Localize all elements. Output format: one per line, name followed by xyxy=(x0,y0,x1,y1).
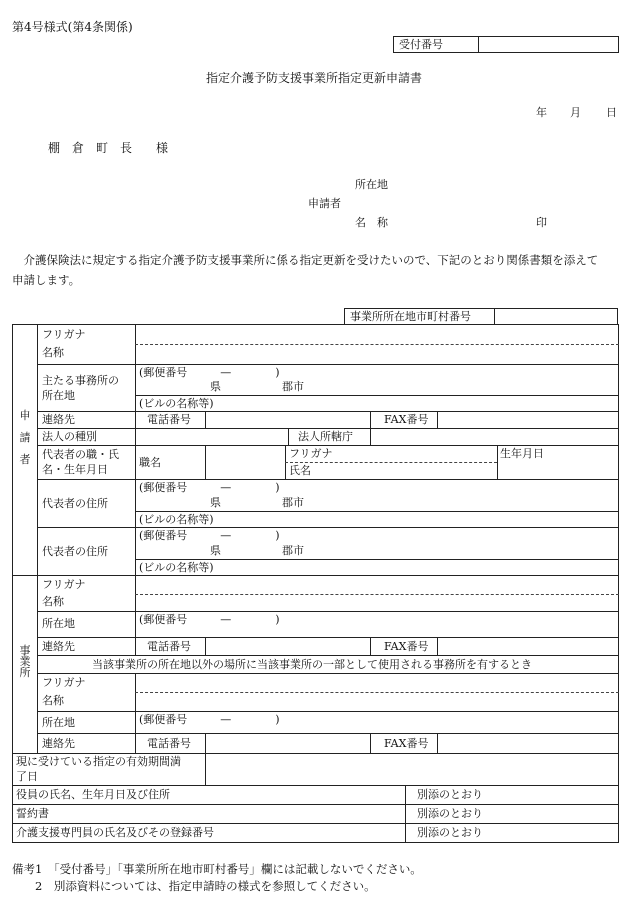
rep-furigana-label: フリガナ xyxy=(289,447,333,460)
office-furigana-field[interactable] xyxy=(138,577,616,593)
intro-text-line2: 申請します。 xyxy=(12,273,81,287)
municipality-code-field[interactable] xyxy=(498,309,614,324)
validity-date-field[interactable] xyxy=(208,755,616,783)
validity-label-1: 現に受けている指定の有効期間満 xyxy=(16,755,181,768)
rep-birthdate-label: 生年月日 xyxy=(500,447,544,460)
satellite-fax-field[interactable] xyxy=(440,735,616,751)
corp-authority-label: 法人所轄庁 xyxy=(298,430,353,443)
applicant-furigana-label: フリガナ xyxy=(42,328,86,341)
main-office-postal: (郵便番号 — ) xyxy=(139,366,280,379)
satellite-name-field[interactable] xyxy=(138,694,616,710)
validity-label-2: 了日 xyxy=(16,770,38,783)
applicant-fax-label: FAX番号 xyxy=(384,413,429,426)
care-managers-value: 別添のとおり xyxy=(417,826,483,839)
form-title: 指定介護予防支援事業所指定更新申請書 xyxy=(206,71,423,85)
applicant-location-label: 所在地 xyxy=(355,178,388,191)
main-office-building: (ビルの名称等) xyxy=(139,397,214,410)
rep-position-label: 職名 xyxy=(139,456,161,469)
care-managers-label: 介護支援専門員の氏名及びその登録番号 xyxy=(16,826,214,839)
applicant-name-label: 名 称 xyxy=(355,216,388,229)
office-postal: (郵便番号 — ) xyxy=(139,613,280,626)
officers-label: 役員の氏名、生年月日及び住所 xyxy=(16,788,170,801)
receipt-number-field[interactable] xyxy=(483,37,615,52)
date-month: 月 xyxy=(570,106,581,119)
rep-address-prefecture-2: 県 xyxy=(210,544,221,557)
applicant-phone-label: 電話番号 xyxy=(147,413,191,426)
rep-address-district-2: 郡市 xyxy=(282,544,304,557)
main-office-address-label-1: 主たる事務所の xyxy=(42,374,119,387)
rep-address-postal-2: (郵便番号 — ) xyxy=(139,529,280,542)
office-name-label: 名称 xyxy=(42,595,64,608)
note-1: 備考1 「受付番号」「事業所所在地市町村番号」欄には記載しないでください。 xyxy=(12,862,422,876)
rep-name-field[interactable] xyxy=(340,446,494,478)
corp-authority-field[interactable] xyxy=(373,429,616,444)
office-fax-field[interactable] xyxy=(440,638,616,654)
rep-address-prefecture-1: 県 xyxy=(210,496,221,509)
office-fax-label: FAX番号 xyxy=(384,640,429,653)
main-office-address-label-2: 所在地 xyxy=(42,389,75,402)
satellite-phone-label: 電話番号 xyxy=(147,737,191,750)
rep-address-label-2: 代表者の住所 xyxy=(42,545,108,558)
satellite-name-label: 名称 xyxy=(42,694,64,707)
seal-mark: 印 xyxy=(536,216,547,229)
applicant-contact-label: 連絡先 xyxy=(42,413,75,426)
office-contact-label: 連絡先 xyxy=(42,640,75,653)
rep-birthdate-field[interactable] xyxy=(500,462,616,478)
rep-address-building-2: (ビルの名称等) xyxy=(139,561,214,574)
rep-address-label-1: 代表者の住所 xyxy=(42,497,108,510)
satellite-furigana-field[interactable] xyxy=(138,675,616,691)
satellite-phone-field[interactable] xyxy=(208,735,368,751)
municipality-code-label: 事業所所在地市町村番号 xyxy=(350,310,471,323)
intro-text-line1: 介護保険法に規定する指定介護予防支援事業所に係る指定更新を受けたいので、下記のとおり関係書類を添えて xyxy=(12,253,599,267)
pledge-value: 別添のとおり xyxy=(417,807,483,820)
applicant-section-label: 申 請 者 xyxy=(19,409,31,466)
applicant-name-label: 名称 xyxy=(42,346,64,359)
main-office-district: 郡市 xyxy=(282,380,304,393)
rep-position-field[interactable] xyxy=(208,446,283,478)
rep-address-postal-1: (郵便番号 — ) xyxy=(139,481,280,494)
satellite-postal: (郵便番号 — ) xyxy=(139,713,280,726)
office-furigana-label: フリガナ xyxy=(42,578,86,591)
corp-type-field[interactable] xyxy=(138,429,286,444)
office-section-label: 事 業 所 xyxy=(19,644,31,679)
satellite-fax-label: FAX番号 xyxy=(384,737,429,750)
rep-address-building-1: (ビルの名称等) xyxy=(139,513,214,526)
applicant-label: 申請者 xyxy=(308,197,341,210)
satellite-contact-label: 連絡先 xyxy=(42,737,75,750)
pledge-label: 誓約書 xyxy=(16,807,49,820)
main-office-prefecture: 県 xyxy=(210,380,221,393)
note-2: 2 別添資料については、指定申請時の様式を参照してください。 xyxy=(12,879,376,893)
addressee: 棚 倉 町 長 様 xyxy=(48,141,169,155)
office-address-label: 所在地 xyxy=(42,617,75,630)
satellite-office-note: 当該事業所の所在地以外の場所に当該事業所の一部として使用される事務所を有するとき xyxy=(92,658,532,671)
satellite-furigana-label: フリガナ xyxy=(42,676,86,689)
form-number: 第4号様式(第4条関係) xyxy=(12,20,133,34)
office-phone-field[interactable] xyxy=(208,638,368,654)
date-year: 年 xyxy=(536,106,547,119)
representative-label-2: 名・生年月日 xyxy=(42,463,108,476)
satellite-address-label: 所在地 xyxy=(42,716,75,729)
office-name-field[interactable] xyxy=(138,596,616,610)
office-phone-label: 電話番号 xyxy=(147,640,191,653)
representative-label-1: 代表者の職・氏 xyxy=(42,448,119,461)
applicant-phone-field[interactable] xyxy=(208,412,368,427)
rep-name-label: 氏名 xyxy=(289,464,311,477)
applicant-fax-field[interactable] xyxy=(440,412,616,427)
date-day: 日 xyxy=(606,106,617,119)
receipt-number-label: 受付番号 xyxy=(399,38,443,51)
officers-value: 別添のとおり xyxy=(417,788,483,801)
rep-address-district-1: 郡市 xyxy=(282,496,304,509)
applicant-furigana-field[interactable] xyxy=(138,326,616,343)
corp-type-label: 法人の種別 xyxy=(42,430,97,443)
applicant-name-field[interactable] xyxy=(138,346,616,363)
